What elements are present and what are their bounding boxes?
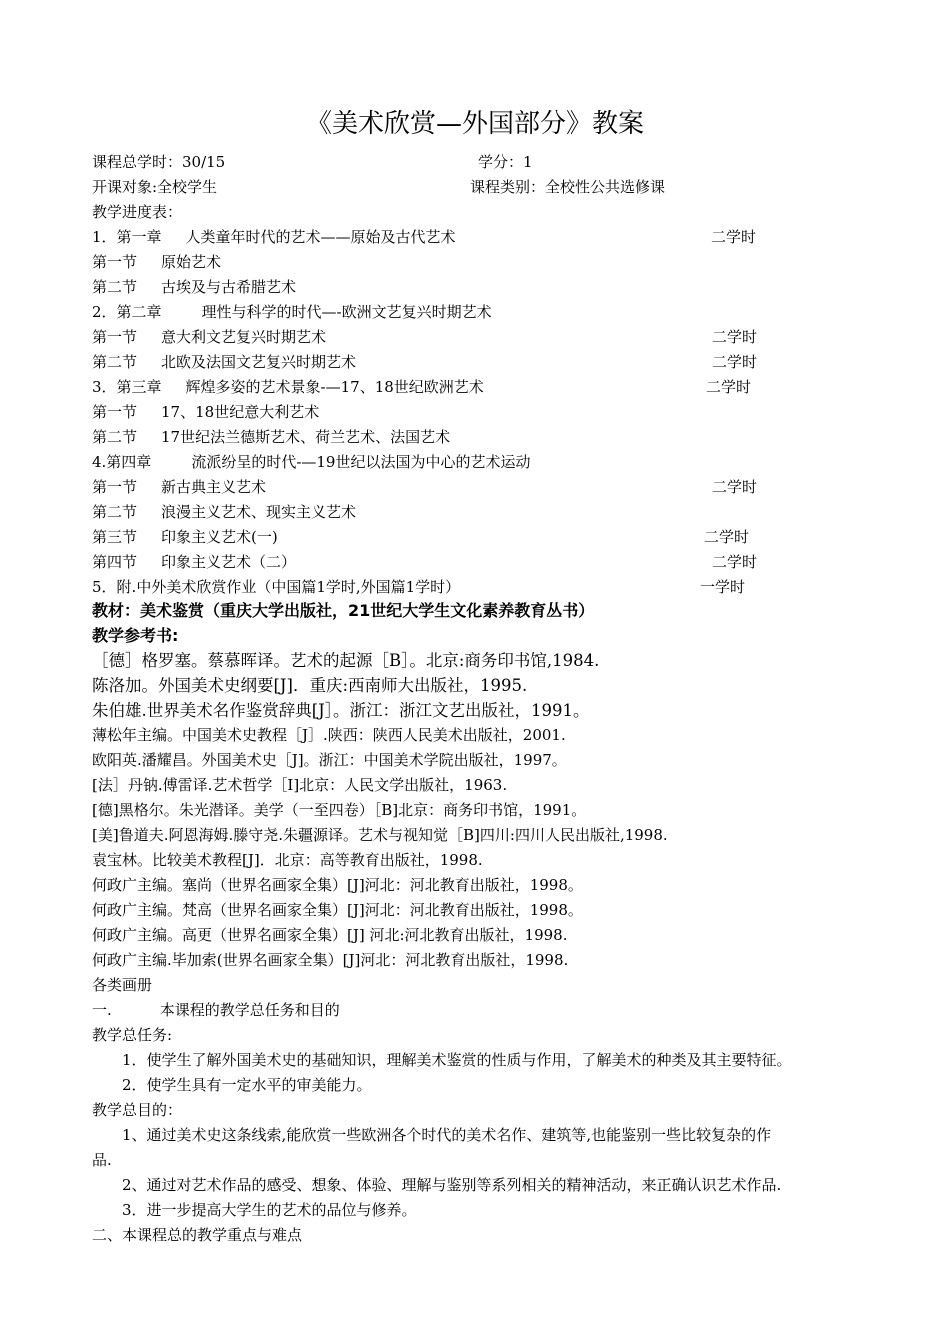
goal-item: 2、通过对艺术作品的感受、想象、体验、理解与鉴别等系列相关的精神活动，来正确认识艺术作品. bbox=[122, 1176, 782, 1194]
schedule-num: 第一节 bbox=[92, 478, 138, 496]
task-item: 2．使学生具有一定水平的审美能力。 bbox=[122, 1076, 372, 1094]
reference-item: [德]黑格尔。朱光潜译。美学（一至四卷）［B]北京：商务印书馆，1991。 bbox=[92, 801, 587, 819]
reference-item: 何政广主编.毕加索(世界名画家全集）[J]河北：河北教育出版社，1998. bbox=[92, 951, 569, 969]
schedule-name: 中外美术欣赏作业（中国篇1学时,外国篇1学时） bbox=[136, 578, 461, 596]
schedule-name: 17世纪法兰德斯艺术、荷兰艺术、法国艺术 bbox=[161, 428, 451, 446]
schedule-num: 第一节 bbox=[92, 328, 138, 346]
schedule-num: 4.第四章 bbox=[92, 453, 152, 471]
schedule-hours: 一学时 bbox=[700, 578, 746, 596]
schedule-num: 第二节 bbox=[92, 278, 138, 296]
goal-item: 1、通过美术史这条线索,能欣赏一些欧洲各个时代的美术名作、建筑等,也能鉴别一些比较复杂的作 bbox=[122, 1126, 772, 1144]
reference-item: 陈洛加。外国美术史纲要[J]．重庆:西南师大出版社，1995. bbox=[92, 676, 528, 695]
schedule-row bbox=[92, 352, 792, 372]
audience: 开课对象:全校学生 bbox=[92, 178, 218, 196]
schedule-row bbox=[92, 252, 792, 272]
schedule-num: 第四节 bbox=[92, 553, 138, 571]
goal-item-continued: 品. bbox=[92, 1151, 112, 1169]
reference-item: 何政广主编。梵高（世界名画家全集）[J]河北：河北教育出版社，1998。 bbox=[92, 901, 583, 919]
reference-item: 欧阳英.潘耀昌。外国美术史［J]。浙江：中国美术学院出版社，1997。 bbox=[92, 751, 567, 769]
section1-heading bbox=[92, 1000, 340, 1020]
total-hours: 课程总学时：30/15 bbox=[92, 153, 226, 171]
reference-item: 何政广主编。高更（世界名画家全集）[J] 河北:河北教育出版社，1998. bbox=[92, 926, 568, 944]
schedule-num: 5．附. bbox=[92, 578, 137, 596]
reference-item: ［德］格罗塞。蔡慕晖译。艺术的起源［B］。北京:商务印书馆,1984. bbox=[92, 651, 600, 670]
schedule-row bbox=[92, 227, 792, 247]
section2-heading: 二、本课程总的教学重点与难点 bbox=[92, 1226, 303, 1244]
schedule-hours: 二学时 bbox=[706, 378, 752, 396]
schedule-row bbox=[92, 377, 792, 397]
schedule-name: 古埃及与古希腊艺术 bbox=[161, 278, 297, 296]
schedule-name: 流派纷呈的时代-—19世纪以法国为中心的艺术运动 bbox=[191, 453, 531, 471]
reference-item: [美]鲁道夫.阿恩海姆.滕守尧.朱疆源译。艺术与视知觉［B]四川:四川人民出版社,1998. bbox=[92, 826, 668, 844]
schedule-name: 印象主义艺术(一) bbox=[161, 528, 278, 546]
page-title: 《美术欣赏—外国部分》教案 bbox=[305, 109, 644, 139]
schedule-row bbox=[92, 552, 792, 572]
schedule-name: 意大利文艺复兴时期艺术 bbox=[161, 328, 327, 346]
schedule-name: 人类童年时代的艺术——原始及古代艺术 bbox=[185, 228, 456, 246]
schedule-name: 原始艺术 bbox=[161, 253, 222, 271]
schedule-num: 1．第一章 bbox=[92, 228, 162, 246]
references-heading: 教学参考书: bbox=[92, 626, 179, 645]
schedule-row bbox=[92, 452, 792, 472]
schedule-row bbox=[92, 527, 792, 547]
credit: 学分：1 bbox=[478, 153, 533, 171]
reference-item: 何政广主编。塞尚（世界名画家全集）[J]河北：河北教育出版社，1998。 bbox=[92, 876, 583, 894]
goal-item: 3．进一步提高大学生的艺术的品位与修养。 bbox=[122, 1201, 417, 1219]
section1-title: 本课程的教学总任务和目的 bbox=[159, 1001, 340, 1019]
schedule-row bbox=[92, 477, 792, 497]
schedule-name: 17、18世纪意大利艺术 bbox=[161, 403, 320, 421]
section1-num: 一. bbox=[92, 1001, 112, 1019]
schedule-name: 理性与科学的时代—-欧洲文艺复兴时期艺术 bbox=[201, 303, 492, 321]
schedule-row bbox=[92, 427, 792, 447]
goals-heading: 教学总目的： bbox=[92, 1101, 183, 1119]
reference-item: 袁宝林。比较美术教程[J]．北京：高等教育出版社，1998. bbox=[92, 851, 483, 869]
schedule-row bbox=[92, 402, 792, 422]
reference-item: [法］丹钠.傅雷译.艺术哲学［I]北京：人民文学出版社，1963. bbox=[92, 776, 508, 794]
schedule-hours: 二学时 bbox=[704, 528, 750, 546]
schedule-num: 2．第二章 bbox=[92, 303, 162, 321]
schedule-name: 印象主义艺术（二） bbox=[161, 553, 297, 571]
schedule-row bbox=[92, 327, 792, 347]
schedule-num: 第二节 bbox=[92, 428, 138, 446]
schedule-num: 3．第三章 bbox=[92, 378, 162, 396]
schedule-num: 第二节 bbox=[92, 353, 138, 371]
schedule-name: 辉煌多姿的艺术景象-—17、18世纪欧洲艺术 bbox=[185, 378, 484, 396]
schedule-row bbox=[92, 502, 792, 522]
schedule-num: 第一节 bbox=[92, 403, 138, 421]
course-category: 课程类别：全校性公共选修课 bbox=[470, 178, 666, 196]
reference-item: 朱伯雄.世界美术名作鉴赏辞典[J］。浙江：浙江文艺出版社，1991。 bbox=[92, 701, 590, 720]
schedule-hours: 二学时 bbox=[712, 553, 758, 571]
schedule-hours: 二学时 bbox=[712, 353, 758, 371]
tasks-heading: 教学总任务: bbox=[92, 1026, 173, 1044]
schedule-heading: 教学进度表： bbox=[92, 203, 183, 221]
schedule-name: 北欧及法国文艺复兴时期艺术 bbox=[161, 353, 357, 371]
schedule-num: 第一节 bbox=[92, 253, 138, 271]
textbook: 教材：美术鉴赏（重庆大学出版社，21世纪大学生文化素养教育丛书） bbox=[92, 601, 595, 620]
albums-note: 各类画册 bbox=[92, 976, 153, 994]
schedule-name: 新古典主义艺术 bbox=[161, 478, 267, 496]
reference-item: 薄松年主编。中国美术史教程［J］.陕西：陕西人民美术出版社，2001. bbox=[92, 726, 566, 744]
task-item: 1．使学生了解外国美术史的基础知识，理解美术鉴赏的性质与作用，了解美术的种类及其主要特征。 bbox=[122, 1051, 792, 1069]
schedule-hours: 二学时 bbox=[711, 228, 757, 246]
schedule-hours: 二学时 bbox=[712, 328, 758, 346]
schedule-hours: 二学时 bbox=[712, 478, 758, 496]
schedule-row bbox=[92, 577, 792, 597]
schedule-row bbox=[92, 277, 792, 297]
schedule-row bbox=[92, 302, 792, 322]
schedule-num: 第二节 bbox=[92, 503, 138, 521]
schedule-num: 第三节 bbox=[92, 528, 138, 546]
schedule-name: 浪漫主义艺术、现实主义艺术 bbox=[161, 503, 357, 521]
